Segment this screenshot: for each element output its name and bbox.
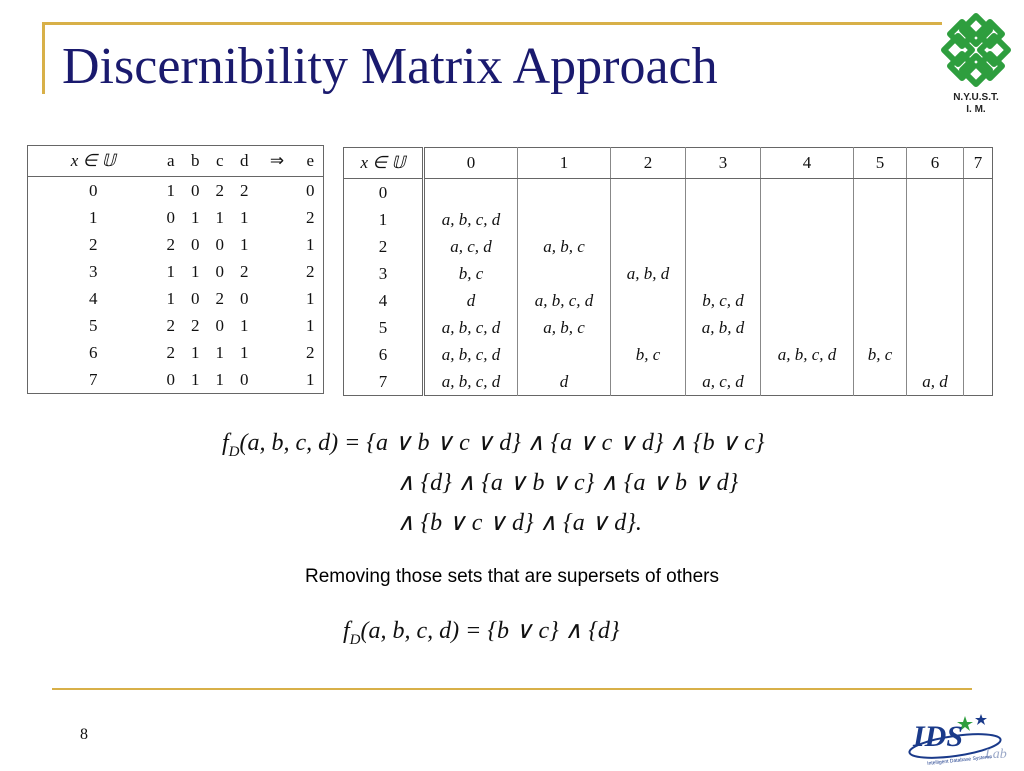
table-cell bbox=[686, 179, 761, 207]
formula-line-2: ∧ {d} ∧ {a ∨ b ∨ c} ∧ {a ∨ b ∨ d} bbox=[397, 470, 739, 496]
table-cell: a, b, c, d bbox=[518, 287, 611, 314]
table-cell: a, b, d bbox=[686, 314, 761, 341]
table-row bbox=[344, 341, 993, 368]
row-label-cell: 7 bbox=[344, 368, 424, 396]
table-cell bbox=[964, 287, 993, 314]
table-cell bbox=[964, 260, 993, 287]
table-cell: 2 bbox=[239, 261, 249, 281]
table-cell: 2 bbox=[215, 180, 224, 200]
table-cell bbox=[256, 231, 297, 258]
table-cell: 2 bbox=[166, 342, 175, 362]
table-cell: 1 bbox=[306, 234, 315, 254]
table-row bbox=[344, 314, 993, 341]
table-cell: 2 bbox=[306, 207, 315, 227]
table-cell: a, b, c, d bbox=[424, 368, 518, 396]
table-cell: 1 bbox=[215, 369, 224, 389]
table-row bbox=[344, 287, 993, 314]
row-label-cell: 3 bbox=[89, 261, 98, 281]
table-cell: 1 bbox=[306, 315, 315, 335]
table-cell bbox=[761, 368, 854, 396]
table-cell: a, b, c bbox=[518, 233, 611, 260]
table-cell: 0 bbox=[166, 207, 175, 227]
table-cell bbox=[256, 312, 297, 339]
table-cell bbox=[256, 258, 297, 285]
table-row bbox=[28, 177, 324, 205]
row-label-cell: 5 bbox=[344, 314, 424, 341]
table-cell bbox=[686, 341, 761, 368]
matrix-header-row bbox=[344, 148, 993, 179]
row-label-cell: 6 bbox=[344, 341, 424, 368]
table-cell: 0 bbox=[166, 369, 175, 389]
table-cell bbox=[907, 287, 964, 314]
table-cell: a, b, d bbox=[611, 260, 686, 287]
table-row bbox=[28, 231, 324, 258]
row-label-cell: 0 bbox=[89, 180, 98, 200]
ids-lab-logo-icon bbox=[905, 710, 1017, 766]
table-cell bbox=[611, 206, 686, 233]
table-cell: 0 bbox=[215, 315, 224, 335]
table-cell bbox=[256, 366, 297, 394]
row-label-cell: 1 bbox=[344, 206, 424, 233]
table-cell bbox=[761, 179, 854, 207]
slide-title: Discernibility Matrix Approach bbox=[62, 38, 718, 95]
table-cell: 0 bbox=[215, 234, 224, 254]
table-cell bbox=[256, 204, 297, 231]
header-cell: b bbox=[183, 146, 207, 177]
table-cell bbox=[611, 314, 686, 341]
table-cell bbox=[761, 206, 854, 233]
table-cell: 1 bbox=[239, 342, 249, 362]
table-cell bbox=[611, 368, 686, 396]
row-label-cell: 5 bbox=[89, 315, 98, 335]
table-cell: d bbox=[518, 368, 611, 396]
row-label-cell: 4 bbox=[344, 287, 424, 314]
header-cell: a bbox=[159, 146, 183, 177]
table-cell bbox=[761, 260, 854, 287]
table-cell bbox=[964, 233, 993, 260]
table-cell bbox=[854, 233, 907, 260]
page-number: 8 bbox=[80, 726, 88, 743]
header-cell: 5 bbox=[854, 148, 907, 179]
nyust-logo-icon bbox=[940, 10, 1012, 90]
table-cell: a, c, d bbox=[424, 233, 518, 260]
caption-text: Removing those sets that are supersets of others bbox=[305, 566, 719, 587]
header-cell: 6 bbox=[907, 148, 964, 179]
header-cell: 4 bbox=[761, 148, 854, 179]
table-row bbox=[28, 366, 324, 394]
table-cell: 1 bbox=[239, 234, 249, 254]
header-cell: ⇒ bbox=[256, 146, 297, 177]
table-cell bbox=[518, 206, 611, 233]
row-label-cell: 3 bbox=[344, 260, 424, 287]
header-cell: 0 bbox=[424, 148, 518, 179]
table-row bbox=[344, 179, 993, 207]
table-row bbox=[344, 368, 993, 396]
table-cell: 1 bbox=[190, 207, 200, 227]
decision-table bbox=[27, 145, 324, 394]
table-cell: 1 bbox=[239, 315, 249, 335]
table-cell bbox=[761, 314, 854, 341]
table-cell bbox=[964, 179, 993, 207]
table-cell bbox=[907, 179, 964, 207]
table-cell: a, b, c, d bbox=[424, 206, 518, 233]
table-row bbox=[28, 285, 324, 312]
table-cell bbox=[686, 233, 761, 260]
logo-caption-line1: N.Y.U.S.T. bbox=[953, 92, 999, 103]
table-cell: b, c bbox=[854, 341, 907, 368]
table-cell: a, d bbox=[907, 368, 964, 396]
table-cell: 2 bbox=[306, 342, 315, 362]
decision-table-header-row bbox=[28, 146, 324, 177]
table-cell: 1 bbox=[306, 369, 315, 389]
header-cell: x ∈ 𝕌 bbox=[28, 146, 159, 177]
table-cell: 1 bbox=[166, 180, 175, 200]
table-cell bbox=[964, 368, 993, 396]
table-cell bbox=[518, 179, 611, 207]
discernibility-function bbox=[222, 428, 764, 461]
table-cell: 1 bbox=[239, 207, 249, 227]
table-cell bbox=[611, 287, 686, 314]
table-cell: 0 bbox=[190, 234, 200, 254]
table-cell: 2 bbox=[190, 315, 200, 335]
table-cell bbox=[907, 260, 964, 287]
table-cell: 1 bbox=[166, 288, 175, 308]
title-accent-horizontal bbox=[42, 22, 942, 25]
table-cell: 1 bbox=[166, 261, 175, 281]
header-cell: 2 bbox=[611, 148, 686, 179]
table-cell: 1 bbox=[190, 369, 200, 389]
table-cell bbox=[518, 341, 611, 368]
row-label-cell: 2 bbox=[89, 234, 98, 254]
footer-rule bbox=[52, 688, 972, 690]
table-cell bbox=[611, 233, 686, 260]
table-cell bbox=[424, 179, 518, 207]
discernibility-matrix bbox=[343, 147, 993, 396]
table-cell bbox=[686, 206, 761, 233]
nyust-logo-caption bbox=[936, 92, 1016, 116]
table-cell bbox=[964, 206, 993, 233]
formula-line-3: ∧ {b ∨ c ∨ d} ∧ {a ∨ d}. bbox=[397, 510, 642, 536]
table-cell: a, b, c, d bbox=[424, 314, 518, 341]
table-cell bbox=[964, 314, 993, 341]
header-cell: c bbox=[207, 146, 231, 177]
header-cell: x ∈ 𝕌 bbox=[344, 148, 424, 179]
table-cell: 1 bbox=[190, 261, 200, 281]
table-cell bbox=[854, 206, 907, 233]
table-cell: 2 bbox=[166, 315, 175, 335]
header-cell: 3 bbox=[686, 148, 761, 179]
table-cell bbox=[907, 233, 964, 260]
table-cell: b, c bbox=[424, 260, 518, 287]
logo-text: IDS bbox=[913, 720, 964, 753]
title-accent-vertical bbox=[42, 22, 45, 94]
table-cell bbox=[907, 341, 964, 368]
row-label-cell: 6 bbox=[89, 342, 98, 362]
table-cell: d bbox=[424, 287, 518, 314]
header-cell: d bbox=[232, 146, 256, 177]
table-cell: 1 bbox=[306, 288, 315, 308]
logo-subtext: Intelligent Database Systems bbox=[926, 754, 992, 766]
row-label-cell: 7 bbox=[89, 369, 98, 389]
table-cell bbox=[256, 285, 297, 312]
formula-line-1: {a ∨ b ∨ c ∨ d} ∧ {a ∨ c ∨ d} ∧ {b ∨ c} bbox=[366, 430, 765, 456]
table-cell: 0 bbox=[306, 180, 315, 200]
table-cell: 0 bbox=[190, 180, 200, 200]
logo-caption-line2: I. M. bbox=[966, 104, 986, 115]
table-row bbox=[344, 233, 993, 260]
table-cell: 0 bbox=[239, 288, 249, 308]
header-cell: e bbox=[298, 146, 324, 177]
table-cell: 0 bbox=[239, 369, 249, 389]
table-cell: 1 bbox=[190, 342, 200, 362]
table-cell: a, c, d bbox=[686, 368, 761, 396]
table-cell: a, b, c bbox=[518, 314, 611, 341]
table-row bbox=[28, 204, 324, 231]
formula-lhs: $f_D(a$, b, c, d) = bbox=[222, 430, 361, 460]
table-cell bbox=[854, 179, 907, 207]
header-cell: 1 bbox=[518, 148, 611, 179]
row-label-cell: 2 bbox=[344, 233, 424, 260]
table-cell bbox=[854, 287, 907, 314]
table-row bbox=[344, 260, 993, 287]
table-cell bbox=[907, 206, 964, 233]
table-row bbox=[28, 339, 324, 366]
table-cell bbox=[611, 179, 686, 207]
table-cell: 2 bbox=[166, 234, 175, 254]
table-cell: 2 bbox=[215, 288, 224, 308]
table-cell bbox=[907, 314, 964, 341]
table-cell: 0 bbox=[215, 261, 224, 281]
table-row bbox=[344, 206, 993, 233]
table-cell bbox=[256, 339, 297, 366]
table-cell bbox=[854, 260, 907, 287]
table-cell bbox=[518, 260, 611, 287]
table-cell: a, b, c, d bbox=[424, 341, 518, 368]
header-cell: 7 bbox=[964, 148, 993, 179]
table-cell bbox=[854, 314, 907, 341]
row-label-cell: 4 bbox=[89, 288, 98, 308]
table-cell bbox=[686, 260, 761, 287]
table-cell: 1 bbox=[215, 342, 224, 362]
table-row bbox=[28, 258, 324, 285]
table-cell: b, c, d bbox=[686, 287, 761, 314]
table-cell bbox=[256, 177, 297, 205]
table-cell: 2 bbox=[306, 261, 315, 281]
table-cell bbox=[761, 287, 854, 314]
row-label-cell: 0 bbox=[344, 179, 424, 207]
table-cell: 0 bbox=[190, 288, 200, 308]
table-row bbox=[28, 312, 324, 339]
table-cell: 2 bbox=[239, 180, 249, 200]
table-cell: b, c bbox=[611, 341, 686, 368]
logo-suffix: Lab bbox=[985, 747, 1007, 762]
row-label-cell: 1 bbox=[89, 207, 98, 227]
table-cell bbox=[964, 341, 993, 368]
table-cell bbox=[854, 368, 907, 396]
table-cell: a, b, c, d bbox=[761, 341, 854, 368]
reduced-function: $f_D(a$, b, c, d) = {b ∨ c} ∧ {d} bbox=[343, 618, 620, 648]
table-cell bbox=[761, 233, 854, 260]
table-cell: 1 bbox=[215, 207, 224, 227]
